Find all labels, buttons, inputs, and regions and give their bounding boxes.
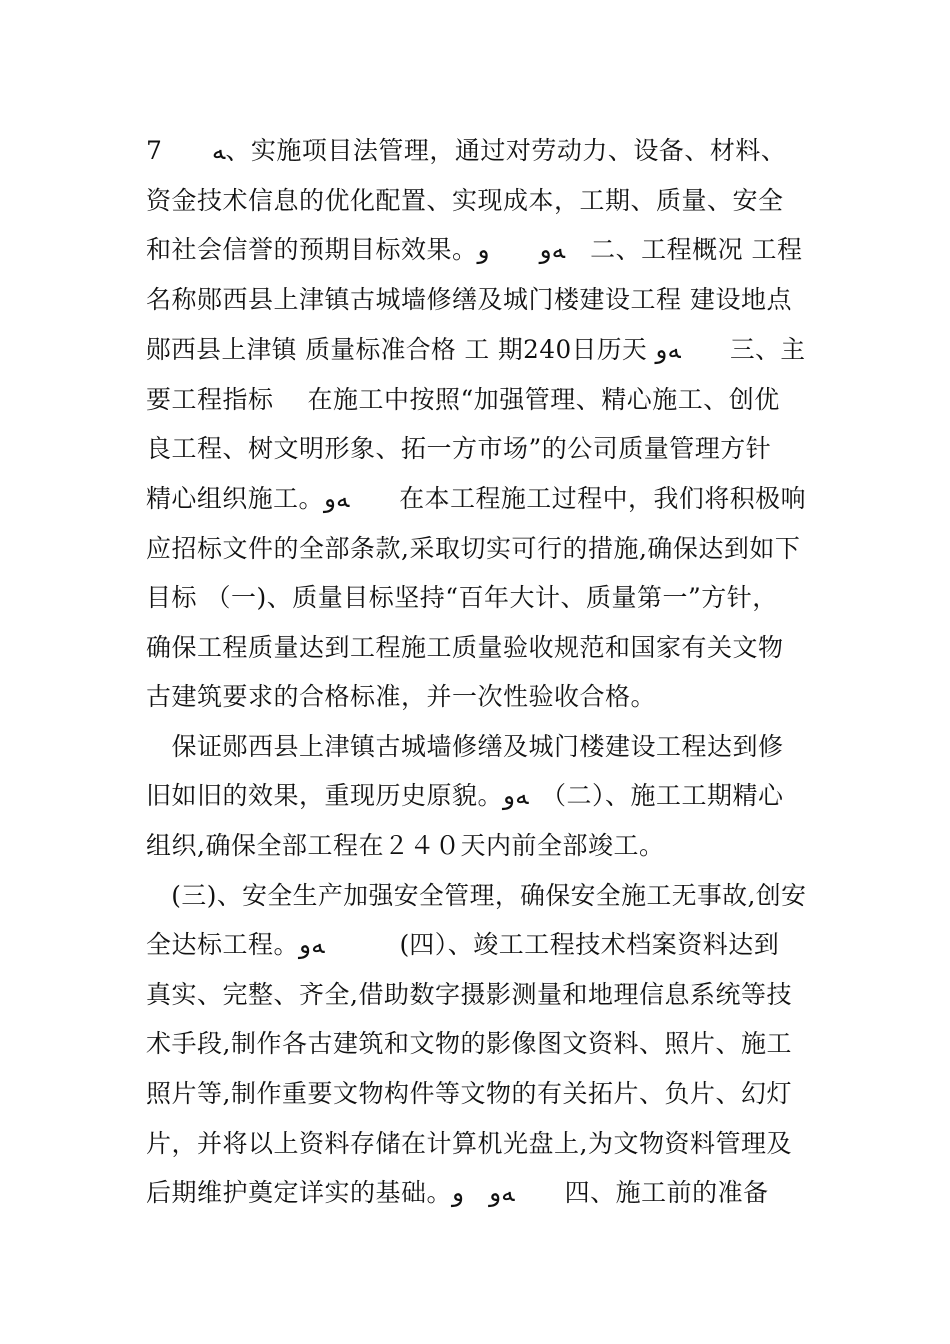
- text-line: 良工程、树文明形象、拓一方市场”的公司质量管理方针: [146, 434, 772, 463]
- text-line: 真实、完整、齐全,借助数字摄影测量和地理信息系统等技: [146, 980, 792, 1009]
- text-line: 术手段,制作各古建筑和文物的影像图文资料、照片、施工: [146, 1029, 792, 1058]
- text-line: 要工程指标 在施工中按照“加强管理、精心施工、创优: [146, 385, 780, 414]
- text-line: 和社会信誉的预期目标效果。ﻪﻭ ﻭ 二、工程概况 工程: [146, 235, 803, 264]
- text-line: 保证郧西县上津镇古城墙修缮及城门楼建设工程达到修: [146, 732, 784, 761]
- text-line: 精心组织施工。ﻪﻭ 在本工程施工过程中，我们将积极响: [146, 484, 807, 513]
- text-line: 照片等,制作重要文物构件等文物的有关拓片、负片、幻灯: [146, 1079, 792, 1108]
- text-line: 名称郧西县上津镇古城墙修缮及城门楼建设工程 建设地点: [146, 285, 792, 314]
- text-line: 目标 （一)、质量目标坚持“百年大计、质量第一”方针，: [146, 583, 778, 612]
- text-line: 全达标工程。ﻪﻭ (四）、竣工工程技术档案资料达到: [146, 930, 780, 959]
- text-line: 组织,确保全部工程在２４０天内前全部竣工。: [146, 831, 665, 860]
- text-line: 确保工程质量达到工程施工质量验收规范和国家有关文物: [146, 633, 784, 662]
- text-line: 古建筑要求的合格标准，并一次性验收合格。: [146, 682, 657, 711]
- text-line: 7 ﻪ、实施项目法管理，通过对劳动力、设备、材料、: [146, 136, 787, 165]
- text-line: 应招标文件的全部条款,采取切实可行的措施,确保达到如下: [146, 534, 801, 563]
- text-line: 后期维护奠定详实的基础。ﻪﻭ ﻭ 四、施工前的准备: [146, 1178, 769, 1207]
- text-line: 资金技术信息的优化配置、实现成本，工期、质量、安全: [146, 186, 784, 215]
- text-line: 旧如旧的效果，重现历史原貌。ﻪﻭ （二）、施工工期精心: [146, 781, 784, 810]
- text-line: 郧西县上津镇 质量标准合格 工 期240日历天 ﻪﻭ 三、主: [146, 335, 806, 364]
- text-line: 片，并将以上资料存储在计算机光盘上,为文物资料管理及: [146, 1129, 792, 1158]
- text-line: (三)、安全生产加强安全管理，确保安全施工无事故,创安: [146, 881, 807, 910]
